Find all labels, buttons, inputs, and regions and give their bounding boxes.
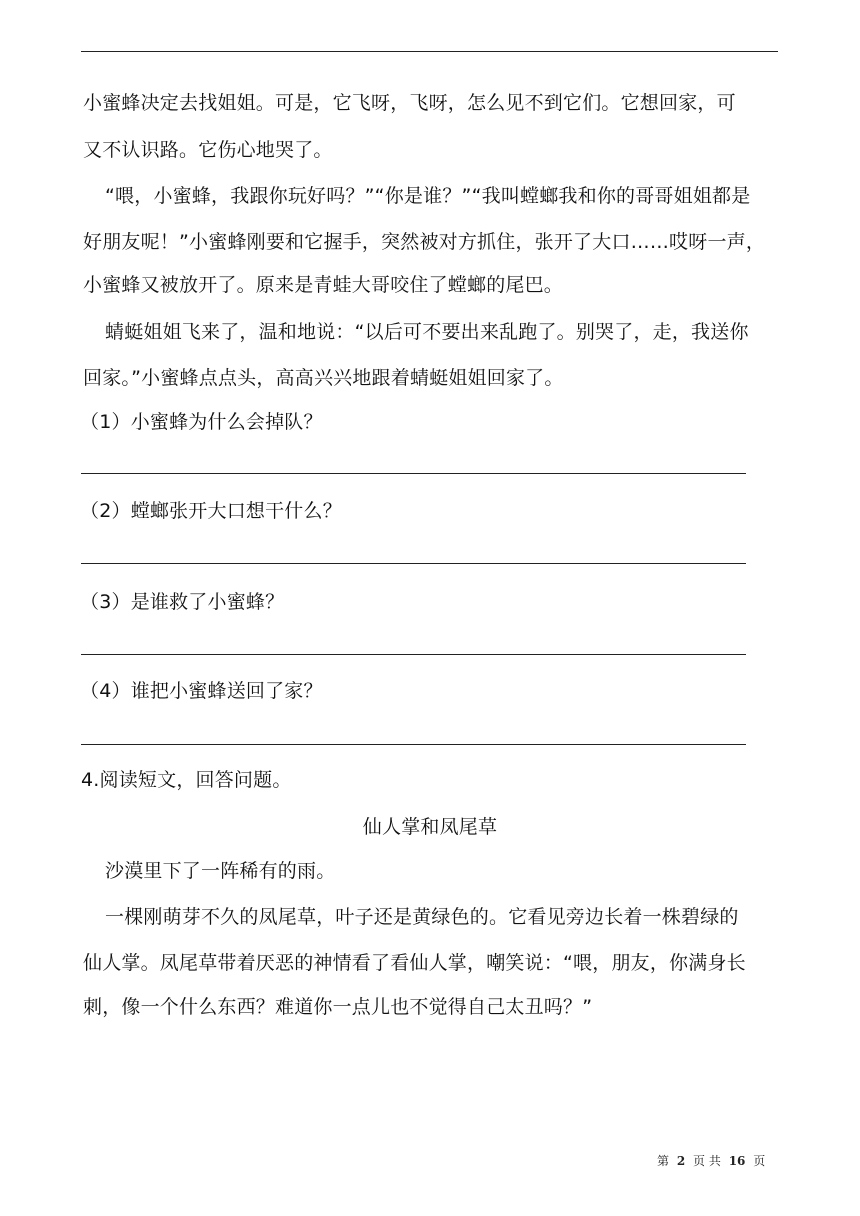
passage-line: 小蜜蜂又被放开了。原来是青蛙大哥咬住了螳螂的尾巴。 — [83, 274, 564, 296]
article-line: 刺，像一个什么东西？难道你一点儿也不觉得自己太丑吗？” — [83, 996, 593, 1018]
passage-line: 蜻蜓姐姐飞来了，温和地说：“以后可不要出来乱跑了。别哭了，走，我送你 — [105, 321, 749, 343]
question-2: （2）螳螂张开大口想干什么？ — [80, 500, 342, 522]
page-footer — [657, 1152, 765, 1169]
answer-line-4[interactable] — [81, 744, 746, 745]
article-line: 一棵刚萌芽不久的凤尾草，叶子还是黄绿色的。它看见旁边长着一株碧绿的 — [105, 906, 739, 928]
answer-line-2[interactable] — [81, 563, 746, 564]
passage-line: “喂，小蜜蜂，我跟你玩好吗？”“你是谁？”“我叫螳螂我和你的哥哥姐姐都是 — [105, 185, 751, 207]
article-line: 仙人掌。凤尾草带着厌恶的神情看了看仙人掌，嘲笑说：“喂，朋友，你满身长 — [83, 952, 746, 974]
current-page: 2 — [676, 1154, 686, 1168]
total-pages: 16 — [728, 1154, 746, 1168]
header-rule — [81, 51, 778, 52]
footer-middle: 页 共 — [693, 1154, 721, 1168]
question-4: （4）谁把小蜜蜂送回了家？ — [80, 680, 323, 702]
passage-line: 小蜜蜂决定去找姐姐。可是，它飞呀，飞呀，怎么见不到它们。它想回家，可 — [83, 92, 736, 114]
passage-line: 又不认识路。它伤心地哭了。 — [83, 139, 333, 161]
passage-line: 回家。”小蜜蜂点点头，高高兴兴地跟着蜻蜓姐姐回家了。 — [83, 367, 564, 389]
article-line: 沙漠里下了一阵稀有的雨。 — [105, 860, 336, 882]
answer-line-3[interactable] — [81, 654, 746, 655]
section-heading: 4.阅读短文，回答问题。 — [81, 769, 292, 791]
footer-prefix: 第 — [657, 1154, 670, 1168]
article-title: 仙人掌和凤尾草 — [362, 816, 498, 838]
footer-suffix: 页 — [753, 1154, 766, 1168]
question-1: （1）小蜜蜂为什么会掉队？ — [80, 411, 323, 433]
question-3: （3）是谁救了小蜜蜂？ — [80, 591, 285, 613]
answer-line-1[interactable] — [81, 473, 746, 474]
passage-line: 好朋友呢！”小蜜蜂刚要和它握手，突然被对方抓住，张开了大口……哎呀一声， — [83, 231, 766, 253]
